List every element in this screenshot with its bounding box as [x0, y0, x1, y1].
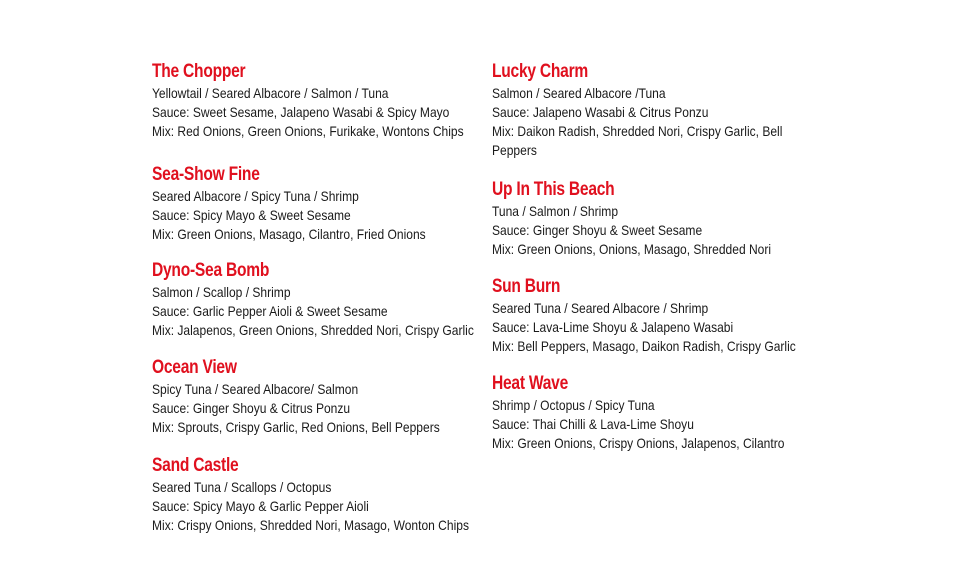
menu-item-title: Lucky Charm [492, 61, 589, 82]
menu-item-title: Sun Burn [492, 276, 561, 297]
menu-item-sea-show-fine [152, 163, 492, 244]
menu-item-sauce: Sauce: Thai Chilli & Lava-Lime Shoyu [492, 416, 694, 432]
menu-item-proteins: Seared Tuna / Scallops / Octopus [152, 479, 332, 495]
menu-item-the-chopper [152, 60, 492, 141]
menu-item-mix: Mix: Sprouts, Crispy Garlic, Red Onions, Bell Peppers [152, 419, 440, 435]
menu-item-title: Ocean View [152, 357, 237, 378]
menu-item-title: The Chopper [152, 61, 246, 82]
menu-column-left [152, 60, 492, 535]
menu-item-mix: Mix: Bell Peppers, Masago, Daikon Radish, Crispy Garlic [492, 338, 796, 354]
menu-item-mix: Mix: Jalapenos, Green Onions, Shredded Nori, Crispy Garlic [152, 322, 474, 338]
menu-item-mix: Mix: Daikon Radish, Shredded Nori, Crispy Garlic, Bell Peppers [492, 123, 783, 158]
menu-item-title: Sea-Show Fine [152, 164, 260, 185]
menu-item-proteins: Salmon / Scallop / Shrimp [152, 284, 291, 300]
menu-item-sauce: Sauce: Spicy Mayo & Sweet Sesame [152, 207, 351, 223]
menu-item-proteins: Seared Tuna / Seared Albacore / Shrimp [492, 300, 709, 316]
menu-item-proteins: Spicy Tuna / Seared Albacore/ Salmon [152, 381, 359, 397]
menu-item-title: Dyno-Sea Bomb [152, 260, 270, 281]
menu-item-sand-castle [152, 454, 492, 535]
menu-item-sauce: Sauce: Sweet Sesame, Jalapeno Wasabi & Spicy Mayo [152, 104, 450, 120]
menu-item-up-in-this-beach [492, 178, 822, 259]
menu-item-mix: Mix: Green Onions, Onions, Masago, Shredded Nori [492, 241, 772, 257]
menu-item-sun-burn [492, 275, 822, 356]
menu-item-sauce: Sauce: Ginger Shoyu & Sweet Sesame [492, 222, 703, 238]
menu-item-proteins: Yellowtail / Seared Albacore / Salmon / Tuna [152, 85, 389, 101]
menu-item-proteins: Tuna / Salmon / Shrimp [492, 203, 619, 219]
menu-item-sauce: Sauce: Spicy Mayo & Garlic Pepper Aioli [152, 498, 369, 514]
menu-item-mix: Mix: Green Onions, Masago, Cilantro, Fried Onions [152, 226, 426, 242]
menu-item-mix: Mix: Red Onions, Green Onions, Furikake, Wontons Chips [152, 123, 464, 139]
menu-item-sauce: Sauce: Lava-Lime Shoyu & Jalapeno Wasabi [492, 319, 734, 335]
menu-item-mix: Mix: Crispy Onions, Shredded Nori, Masago, Wonton Chips [152, 517, 469, 533]
menu-item-sauce: Sauce: Ginger Shoyu & Citrus Ponzu [152, 400, 351, 416]
menu-column-right [492, 60, 822, 453]
menu-item-title: Sand Castle [152, 455, 239, 476]
menu-item-sauce: Sauce: Jalapeno Wasabi & Citrus Ponzu [492, 104, 709, 120]
menu-item-sauce: Sauce: Garlic Pepper Aioli & Sweet Sesame [152, 303, 388, 319]
menu-item-mix: Mix: Green Onions, Crispy Onions, Jalapenos, Cilantro [492, 435, 785, 451]
menu-item-ocean-view [152, 356, 492, 437]
menu-item-heat-wave [492, 372, 822, 453]
menu-item-title: Up In This Beach [492, 179, 615, 200]
menu-item-dyno-sea-bomb [152, 259, 492, 340]
menu-item-lucky-charm [492, 60, 822, 160]
menu-item-proteins: Shrimp / Octopus / Spicy Tuna [492, 397, 655, 413]
menu-item-proteins: Salmon / Seared Albacore /Tuna [492, 85, 666, 101]
menu-item-proteins: Seared Albacore / Spicy Tuna / Shrimp [152, 188, 359, 204]
menu-item-title: Heat Wave [492, 373, 569, 394]
